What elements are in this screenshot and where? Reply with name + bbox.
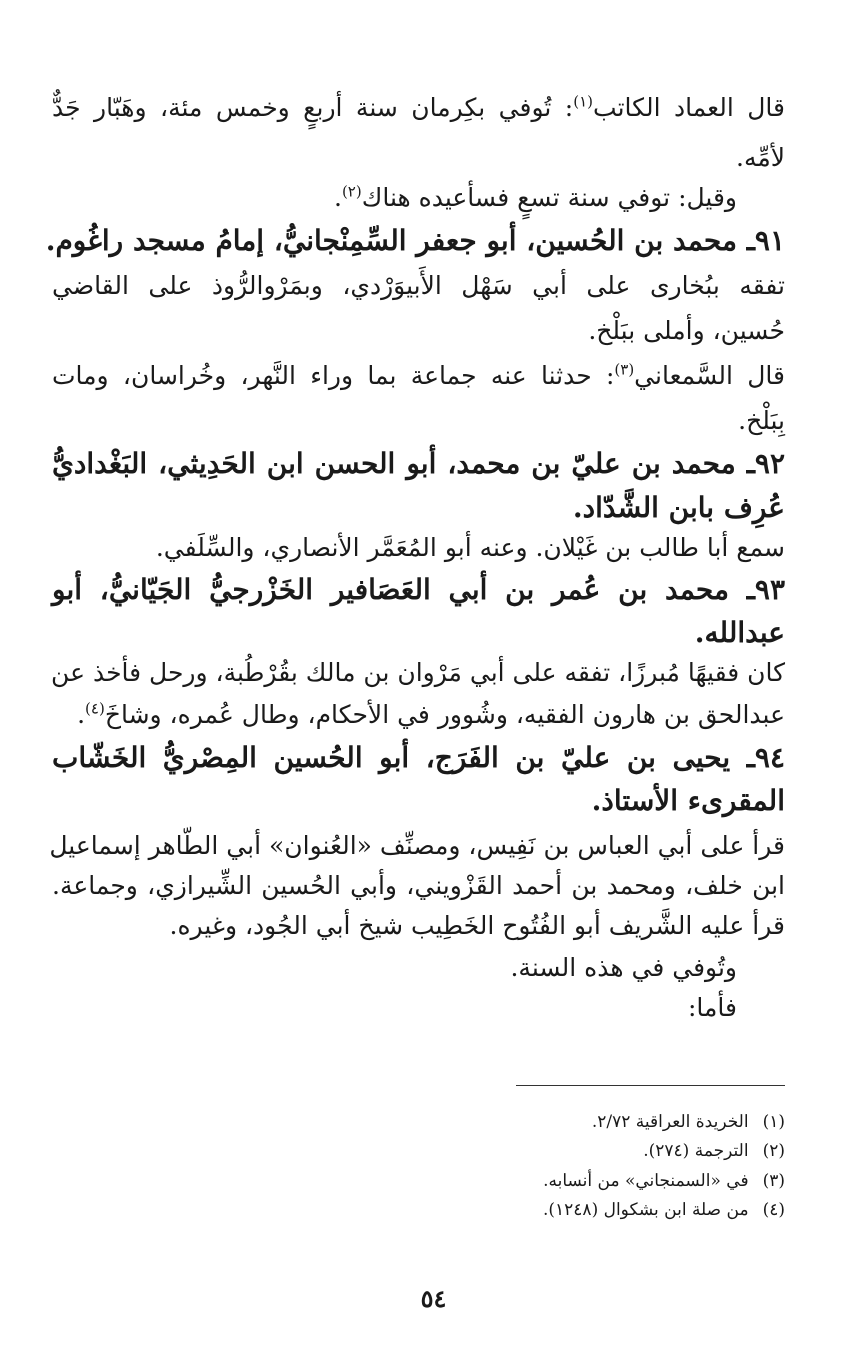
line-text: قرأ عليه الشَّريف أبو الفُتُوح الخَطِيب شيخ أبي الجُود، وغيره.: [169, 911, 785, 940]
line-text: : تُوفي بكِرمان سنة أربعٍ وخمس مئة، وهَبّار جَدٌّ: [52, 93, 574, 122]
line-text: قرأ على أبي العباس بن نَفِيس، ومصنِّف «العُنوان» أبي الطّاهر إسماعيل: [49, 831, 785, 860]
entry-heading-text: ٩١ـ محمد بن الحُسين، أبو جعفر السِّمِنْجانيُّ، إمامُ مسجد راغُوم.: [45, 224, 785, 257]
entry-heading-text: ٩٤ـ يحيى بن عليّ بن الفَرَج، أبو الحُسين المِصْريُّ الخَشّاب: [52, 741, 785, 774]
footnote-number: (١): [762, 1112, 785, 1132]
line-text: : حدثنا عنه جماعة بما وراء النَّهر، وخُراسان، ومات: [52, 361, 615, 390]
footnote-text: في «السمنجاني» من أنسابه.: [543, 1171, 749, 1191]
line-text: حُسين، وأملى ببَلْخ.: [588, 316, 785, 345]
line-text: وتُوفي في هذه السنة.: [510, 953, 737, 982]
line-text: تفقه ببُخارى على أبي سَهْل الأَبيوَرْدي، وبمَرْوالرُّوذ على القاضي: [52, 271, 785, 300]
line-text: وقيل: توفي سنة تسعٍ فسأعيده هناك: [361, 183, 737, 212]
line-text: لأمِّه.: [736, 143, 785, 172]
footnote-number: (٤): [762, 1200, 785, 1220]
footnote-ref: (٣): [614, 360, 635, 379]
line-text: .: [77, 700, 86, 729]
page-number: ٥٤: [420, 1284, 447, 1313]
entry-heading-text: ٩٣ـ محمد بن عُمر بن أبي العَصَافير الخَزْرجيُّ الجَيّانيُّ، أبو: [52, 573, 785, 606]
line-text: .: [333, 183, 342, 212]
entry-heading-text: عبدالله.: [694, 616, 785, 649]
footnote-number: (٢): [762, 1141, 785, 1161]
line-text: قال السَّمعاني: [634, 361, 785, 390]
line-text: بِبَلْخ.: [738, 406, 785, 435]
line-text: قال العماد الكاتب: [593, 93, 785, 122]
footnote-ref: (١): [573, 92, 594, 111]
line-text: ابن خلف، ومحمد بن أحمد القَزْويني، وأبي الحُسين الشِّيرازي، وجماعة.: [52, 871, 785, 900]
footnote-ref: (٢): [341, 182, 362, 201]
footnote-ref: (٤): [85, 699, 105, 718]
text-line: [52, 80, 785, 136]
line-text: عبدالحق بن هارون الفقيه، وشُوور في الأحكام، وطال عُمره، وشاخَ: [104, 700, 785, 729]
text-line: [52, 980, 737, 1036]
footnote-text: الترجمة (٢٧٤).: [643, 1141, 749, 1161]
line-text: كان فقيهًا مُبرزًا، تفقه على أبي مَرْوان بن مالك بقُرْطُبة، ورحل فأخذ عن: [51, 658, 785, 687]
line-text: فأما:: [688, 993, 737, 1022]
footnote: [543, 1167, 785, 1195]
footnote: [592, 1108, 785, 1136]
footnote: [543, 1196, 785, 1224]
entry-heading-text: المقرىء الأستاذ.: [591, 784, 785, 817]
entry-heading-text: ٩٢ـ محمد بن عليّ بن محمد، أبو الحسن ابن الحَدِيثي، البَغْداديُّ: [52, 447, 785, 480]
entry-heading-text: عُرِف بابن الشَّدّاد.: [572, 491, 785, 524]
footnote-number: (٣): [762, 1171, 785, 1191]
footnote-separator: [516, 1085, 785, 1086]
footnote: [643, 1137, 785, 1165]
footnote-text: من صلة ابن بشكوال (١٢٤٨).: [542, 1200, 749, 1220]
footnote-text: الخريدة العراقية ٢/٧٢.: [591, 1112, 749, 1132]
line-text: سمع أبا طالب بن غَيْلان. وعنه أبو المُعَمَّر الأنصاري، والسِّلَفي.: [155, 533, 785, 562]
